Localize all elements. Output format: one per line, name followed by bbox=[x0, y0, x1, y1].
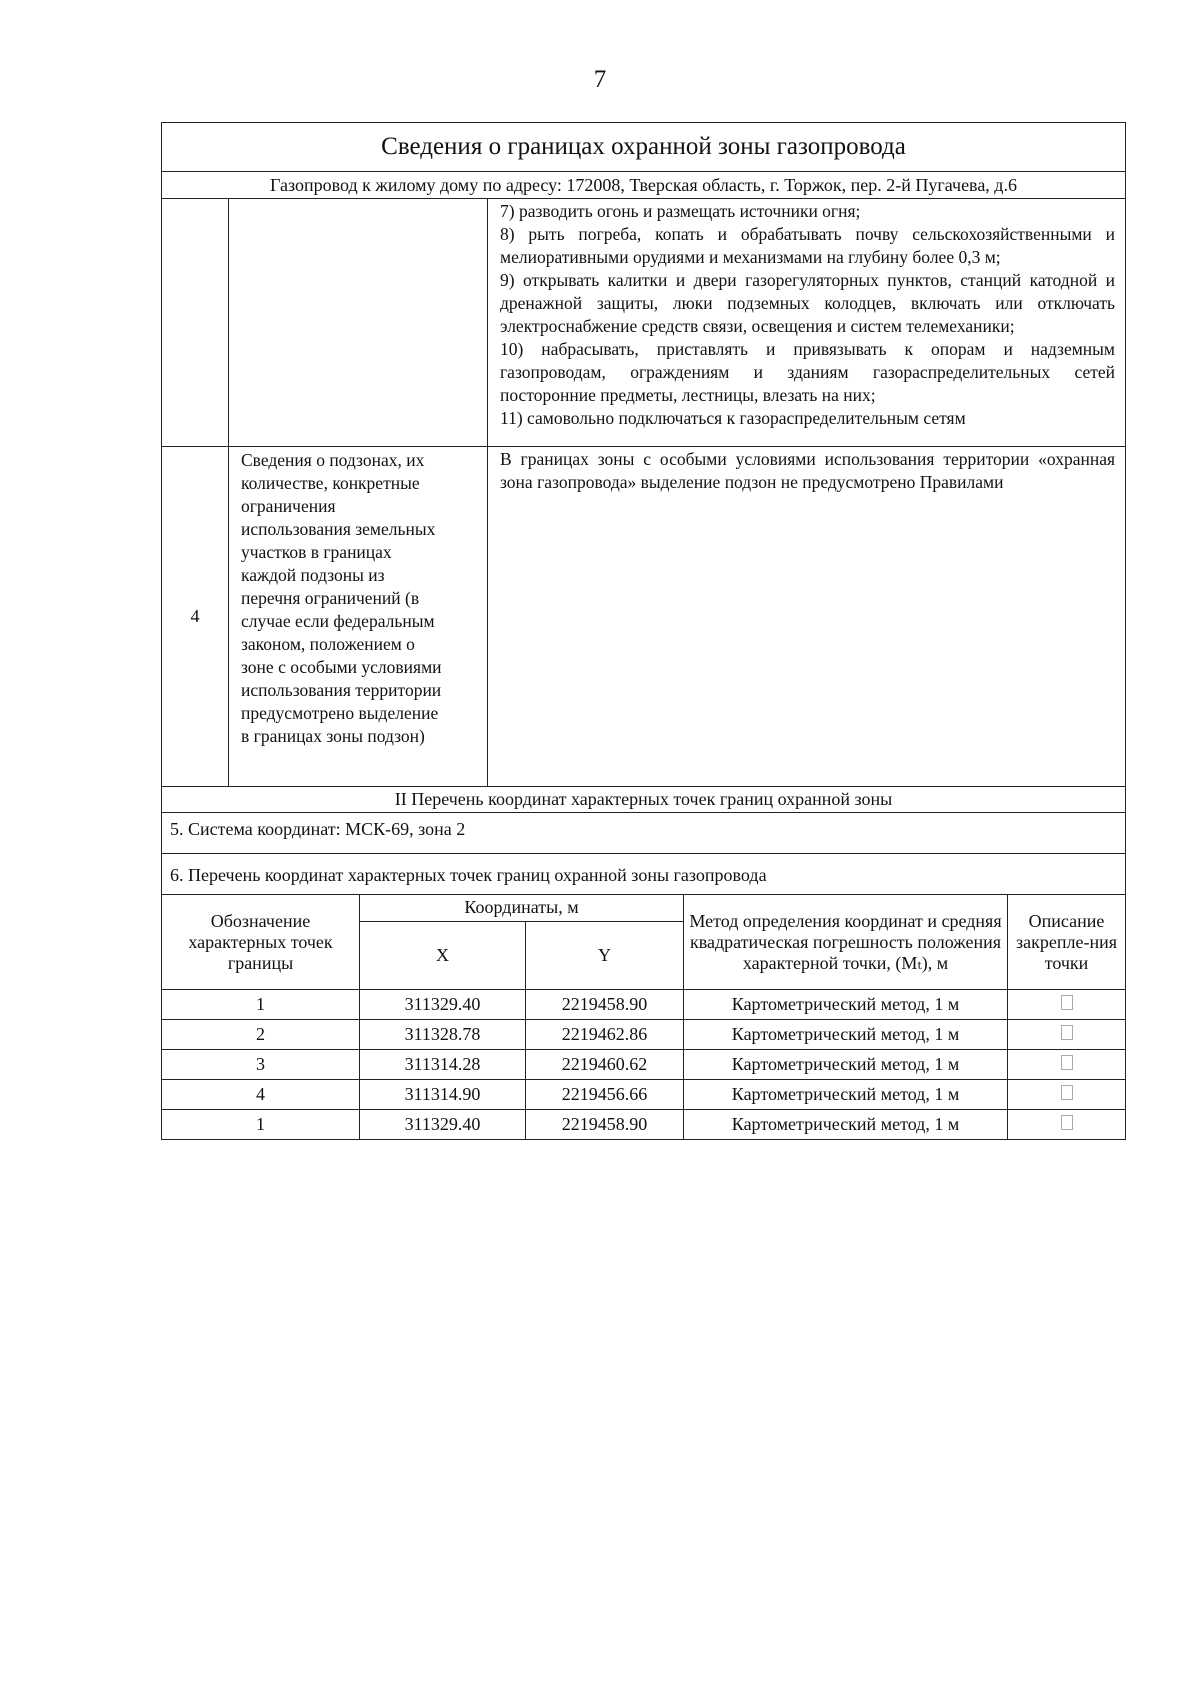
subzone-label-line: количестве, конкретные bbox=[241, 473, 420, 493]
subzone-label-line: законом, положением о bbox=[241, 634, 415, 654]
row-number: 4 bbox=[162, 447, 229, 787]
method: Картометрический метод, 1 м bbox=[684, 1020, 1008, 1050]
fixing-description bbox=[1008, 1050, 1126, 1080]
fixing-description bbox=[1008, 990, 1126, 1020]
x-column-header: X bbox=[360, 921, 526, 989]
subzone-label-line: Сведения о подзонах, их bbox=[241, 450, 425, 470]
coord-y: 2219460.62 bbox=[526, 1050, 684, 1080]
restrictions-cell bbox=[488, 199, 1126, 447]
missing-glyph-icon bbox=[1061, 1025, 1073, 1040]
point-id: 3 bbox=[162, 1050, 360, 1080]
point-column-header: Обозначение характерных точек границы bbox=[162, 895, 360, 990]
table-row bbox=[162, 1050, 1126, 1080]
coord-y: 2219456.66 bbox=[526, 1080, 684, 1110]
restriction-item: 7) разводить огонь и размещать источники огня; bbox=[500, 201, 861, 221]
method: Картометрический метод, 1 м bbox=[684, 990, 1008, 1020]
subzone-label-line: перечня ограничений (в bbox=[241, 588, 420, 608]
coordinate-system: 5. Система координат: МСК-69, зона 2 bbox=[162, 813, 1126, 854]
coord-y: 2219458.90 bbox=[526, 990, 684, 1020]
table-row bbox=[162, 1080, 1126, 1110]
fixing-description bbox=[1008, 1080, 1126, 1110]
coordinates-list-heading: 6. Перечень координат характерных точек границ охранной зоны газопровода bbox=[162, 854, 1126, 895]
coordinates-table bbox=[161, 895, 1126, 1140]
subzone-label-line: зоне с особыми условиями bbox=[241, 657, 442, 677]
method: Картометрический метод, 1 м bbox=[684, 1110, 1008, 1140]
subzone-label-line: участков в границах bbox=[241, 542, 392, 562]
missing-glyph-icon bbox=[1061, 1115, 1073, 1130]
point-id: 2 bbox=[162, 1020, 360, 1050]
coords-column-header: Координаты, м bbox=[360, 895, 684, 921]
missing-glyph-icon bbox=[1061, 1055, 1073, 1070]
method-column-header: Метод определения координат и средняя квадратическая погрешность положения характерной точки, (Mₜ), м bbox=[684, 895, 1008, 990]
zone-info-table bbox=[161, 122, 1126, 895]
subzone-label-line: предусмотрено выделение bbox=[241, 703, 439, 723]
coord-x: 311314.28 bbox=[360, 1050, 526, 1080]
point-id: 1 bbox=[162, 1110, 360, 1140]
table-row bbox=[162, 990, 1126, 1020]
fixing-description bbox=[1008, 1020, 1126, 1050]
coord-y: 2219462.86 bbox=[526, 1020, 684, 1050]
table-row bbox=[162, 1020, 1126, 1050]
point-id: 1 bbox=[162, 990, 360, 1020]
coord-y: 2219458.90 bbox=[526, 1110, 684, 1140]
method: Картометрический метод, 1 м bbox=[684, 1080, 1008, 1110]
method: Картометрический метод, 1 м bbox=[684, 1050, 1008, 1080]
section-2-heading: II Перечень координат характерных точек границ охранной зоны bbox=[162, 787, 1126, 813]
subzone-value: В границах зоны с особыми условиями использования территории «охранная зона газопровода» выделение подзон не предусмотрено Правилами bbox=[500, 449, 1116, 492]
coord-x: 311329.40 bbox=[360, 990, 526, 1020]
document-frame bbox=[161, 122, 1125, 1140]
restriction-item: 8) рыть погреба, копать и обрабатывать почву сельскохозяйственными и мелиоративными орудиями и механизмами на глубину более 0,3 м; bbox=[500, 224, 1116, 267]
subzone-label-line: использования территории bbox=[241, 680, 442, 700]
description-column-header: Описание закрепле-ния точки bbox=[1008, 895, 1126, 990]
gas-pipeline-address: Газопровод к жилому дому по адресу: 172008, Тверская область, г. Торжок, пер. 2-й Пугачева, д.6 bbox=[162, 172, 1126, 199]
subzone-label-line: случае если федеральным bbox=[241, 611, 435, 631]
subzone-value-cell bbox=[488, 447, 1126, 787]
page-number: 7 bbox=[593, 66, 607, 93]
coord-x: 311329.40 bbox=[360, 1110, 526, 1140]
point-id: 4 bbox=[162, 1080, 360, 1110]
y-column-header: Y bbox=[526, 921, 684, 989]
table-row bbox=[162, 1110, 1126, 1140]
subzone-label-line: использования земельных bbox=[241, 519, 436, 539]
subzone-label-cell bbox=[229, 447, 488, 787]
document-title: Сведения о границах охранной зоны газопровода bbox=[162, 123, 1126, 172]
missing-glyph-icon bbox=[1061, 1085, 1073, 1100]
subzone-label-line: ограничения bbox=[241, 496, 336, 516]
fixing-description bbox=[1008, 1110, 1126, 1140]
restriction-item: 10) набрасывать, приставлять и привязывать к опорам и надземным газопроводам, ограждениям и зданиям газораспределительных сетей посторонние предметы, лестницы, влезать на них; bbox=[500, 339, 1116, 405]
subzone-label-line: в границах зоны подзон) bbox=[241, 726, 425, 746]
coord-x: 311314.90 bbox=[360, 1080, 526, 1110]
restriction-item: 9) открывать калитки и двери газорегуляторных пунктов, станций катодной и дренажной защиты, люки подземных колодцев, включать или отключать электроснабжение средств связи, освещения и систем телемеханики; bbox=[500, 270, 1116, 336]
subzone-label-line: каждой подзоны из bbox=[241, 565, 385, 585]
coord-x: 311328.78 bbox=[360, 1020, 526, 1050]
restriction-item: 11) самовольно подключаться к газораспределительным сетям bbox=[500, 408, 966, 428]
missing-glyph-icon bbox=[1061, 995, 1073, 1010]
empty-label-cell bbox=[229, 199, 488, 447]
empty-number-cell bbox=[162, 199, 229, 447]
